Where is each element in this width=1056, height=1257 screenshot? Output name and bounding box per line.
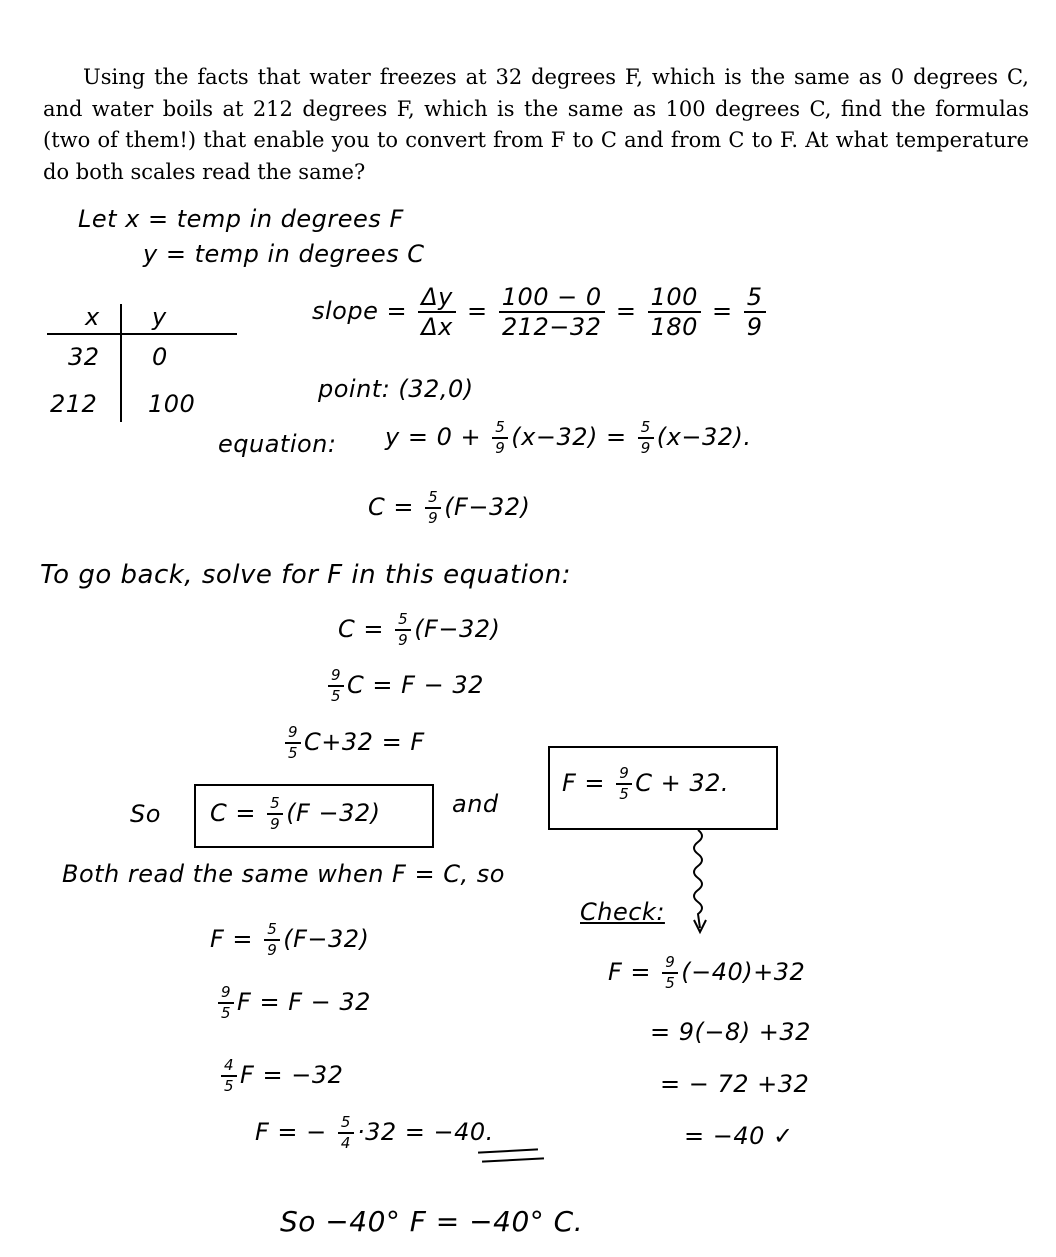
check-step-2: = 9(−8) +32 [650,1018,811,1046]
answer-underline [482,1157,544,1162]
point-label: point: (32,0) [318,375,474,403]
go-back-instruction: To go back, solve for F in this equation: [40,560,572,590]
so-label: So [130,800,161,828]
table-cell: 32 [68,343,100,371]
let-y-definition: y = temp in degrees C [143,240,425,268]
point-slope-equation: y = 0 + $\frac{5}{9}$ (x−32) = $\frac{5}{9}$ (x−32). [385,418,752,457]
check-step-1: F = $\frac{9}{5}$ (−40)+32 [608,953,806,992]
check-step-3: = − 72 +32 [660,1070,810,1098]
table-cell: 100 [148,390,196,418]
solve-equal-step-3: $\frac{4}{5}$ F = −32 [218,1058,343,1094]
problem-statement: Using the facts that water freezes at 32 degrees F, which is the same as 0 degrees C, and water boils at 212 degrees F, which is the same as 100 degrees C, find the formulas (two of them!) that enable you to convert from F to C and from C to F. At what temperature do both scales read the same? [43,65,1029,184]
and-label: and [452,790,499,818]
solve-step-1: C = $\frac{5}{9}$ (F−32) [338,610,501,649]
solve-equal-step-1: F = $\frac{5}{9}$ (F−32) [210,920,370,959]
slope-calculation: slope = $\frac{\Delta y}{\Delta x}$ = $\frac{100 - 0}{212-32}$ = $\frac{100}{180}$ = $\frac{5}{9}$ [312,285,769,339]
boxed-c-formula: C = $\frac{5}{9}$ (F −32) [194,784,434,848]
table-cell: 0 [152,343,168,371]
solve-equal-step-2: $\frac{9}{5}$ F = F − 32 [215,985,371,1021]
check-label: Check: [580,898,665,926]
conclusion: So −40° F = −40° C. [280,1205,584,1238]
slope-label: slope = [312,297,408,325]
table-column-rule [120,304,122,422]
table-header-rule [47,333,237,335]
check-step-4: = −40 ✓ [684,1122,794,1150]
table-cell: 212 [50,390,98,418]
boxed-f-formula: F = $\frac{9}{5}$ C + 32. [548,746,778,830]
solve-step-3: $\frac{9}{5}$ C+32 = F [282,725,425,761]
table-header-y: y [152,303,167,331]
equation-label: equation: [218,430,337,458]
let-x-definition: Let x = temp in degrees F [78,205,404,233]
squiggly-arrow-icon [688,828,712,938]
c-formula: C = $\frac{5}{9}$ (F−32) [368,488,531,527]
solve-step-2: $\frac{9}{5}$ C = F − 32 [325,668,484,704]
solve-equal-step-4: F = − $\frac{5}{4}$ ·32 = −40. [255,1113,494,1152]
both-read-same: Both read the same when F = C, so [62,860,505,888]
table-header-x: x [85,303,100,331]
